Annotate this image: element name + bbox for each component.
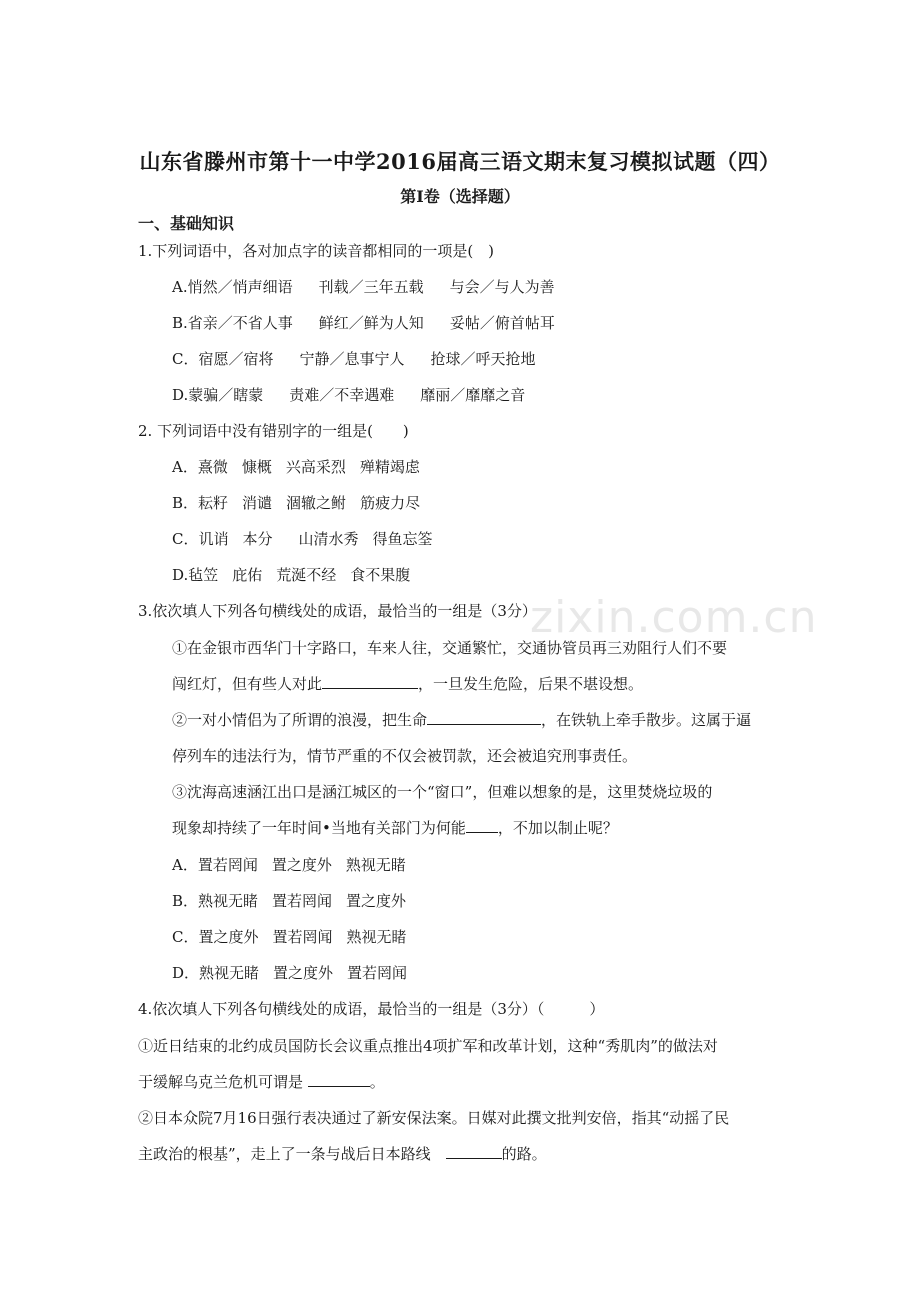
- question-3-sentence-2: ②一对小情侣为了所谓的浪漫，把生命 ，在铁轨上牵手散步。这属于逼: [172, 711, 752, 729]
- question-3-sentence-2-cont: 停列车的违法行为，情节严重的不仅会被罚款，还会被追究刑事责任。: [172, 747, 638, 765]
- answer-blank: [322, 674, 418, 689]
- question-3-option-a: A．置若罔闻 置之度外 熟视无睹: [172, 856, 406, 874]
- question-2-option-c: C．讥诮 本分 山清水秀 得鱼忘筌: [172, 530, 433, 548]
- question-2-option-a: A．熹微 慷概 兴高采烈 殚精竭虑: [172, 458, 420, 476]
- question-3-option-c: C．置之度外 置若罔闻 熟视无睹: [172, 928, 407, 946]
- part-heading: 第I卷（选择题）: [400, 187, 520, 206]
- answer-blank: [466, 818, 498, 833]
- question-3-option-b: B．熟视无睹 置若罔闻 置之度外: [172, 892, 407, 910]
- watermark: zixin.com.cn: [530, 592, 818, 643]
- page-title: 山东省滕州市第十一中学2016届高三语文期末复习模拟试题（四）: [139, 149, 781, 174]
- question-3-sentence-3-cont: 现象却持续了一年时间•当地有关部门为何能 ，不加以制止呢？: [172, 819, 618, 837]
- question-4-sentence-1: ①近日结束的北约成员国防长会议重点推出4项扩军和改革计划，这种“秀肌肉”的做法对: [138, 1037, 718, 1055]
- question-4-sentence-2: ②日本众院7月16日强行表决通过了新安保法案。日媒对此撰文批判安倍，指其“动摇了民: [138, 1109, 730, 1127]
- question-3-sentence-1: ①在金银市西华门十字路口，车来人往，交通繁忙，交通协管员再三劝阻行人们不要: [172, 639, 728, 657]
- question-3-sentence-3: ③沈海高速涵江出口是涵江城区的一个“窗口”，但难以想象的是，这里焚烧垃圾的: [172, 783, 713, 801]
- question-4-sentence-2-cont: 主政治的根基”，走上了一条与战后日本路线 的路。: [138, 1145, 547, 1163]
- question-1-option-a: A.悄然／悄声细语 刊载／三年五载 与会／与人为善: [172, 278, 555, 296]
- question-1-stem: 1.下列词语中，各对加点字的读音都相同的一项是( ): [138, 242, 495, 260]
- question-1-option-b: B.省亲／不省人事 鲜红／鲜为人知 妥帖／俯首帖耳: [172, 314, 555, 332]
- question-2-stem: 2. 下列词语中没有错别字的一组是( ): [138, 422, 409, 440]
- question-2-option-b: B．耘籽 消谴 涸辙之鲋 筋疲力尽: [172, 494, 421, 512]
- answer-blank: [446, 1144, 502, 1159]
- section-heading: 一、基础知识: [138, 214, 235, 233]
- question-1-option-c: C．宿愿／宿将 宁静／息事宁人 抢球／呼天抢地: [172, 350, 536, 368]
- question-2-option-d: D.毡笠 庇佑 荒涎不经 食不果腹: [172, 566, 411, 584]
- question-3-stem: 3.依次填人下列各句横线处的成语，最恰当的一组是（3分）: [138, 602, 537, 620]
- question-4-sentence-1-cont: 于缓解乌克兰危机可谓是 。: [138, 1073, 385, 1091]
- question-4-stem: 4.依次填人下列各句横线处的成语，最恰当的一组是（3分）（ ）: [138, 1000, 605, 1018]
- question-3-sentence-1-cont: 闯红灯，但有些人对此 ，一旦发生危险，后果不堪设想。: [172, 675, 644, 693]
- question-1-option-d: D.蒙骗／瞎蒙 责难／不幸遇难 靡丽／靡靡之音: [172, 386, 526, 404]
- question-3-option-d: D．熟视无睹 置之度外 置若罔闻: [172, 964, 408, 982]
- answer-blank: [427, 710, 541, 725]
- answer-blank: [308, 1072, 370, 1087]
